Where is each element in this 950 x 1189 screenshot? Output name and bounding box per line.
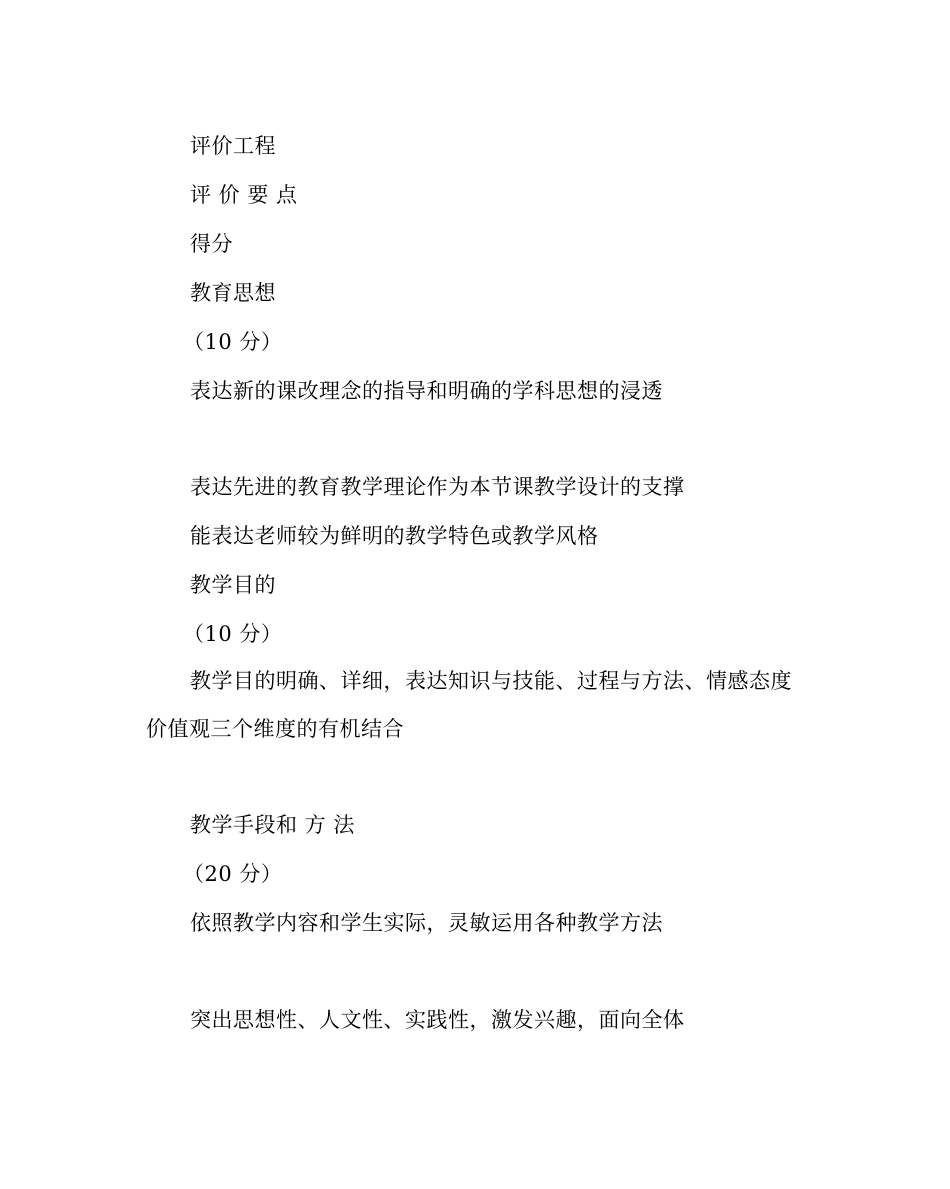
criterion-text: 能表达老师较为鲜明的教学特色或教学风格 xyxy=(190,524,599,548)
criterion-text: 突出思想性、人文性、实践性，激发兴趣，面向全体 xyxy=(190,1008,685,1032)
section-score-teaching-methods: （20 分） xyxy=(183,862,283,886)
heading-evaluation-points: 评 价 要 点 xyxy=(190,183,298,207)
section-title-education-thought: 教育思想 xyxy=(190,281,276,305)
criterion-text: 表达新的课改理念的指导和明确的学科思想的浸透 xyxy=(190,379,663,403)
criterion-text: 依照教学内容和学生实际，灵敏运用各种教学方法 xyxy=(190,911,663,935)
section-title-teaching-methods: 教学手段和 方 法 xyxy=(190,813,355,837)
heading-evaluation-item: 评价工程 xyxy=(190,134,276,158)
section-score-teaching-goal: （10 分） xyxy=(183,622,283,646)
criterion-text: 表达先进的教育教学理论作为本节课教学设计的支撑 xyxy=(190,475,685,499)
section-title-teaching-goal: 教学目的 xyxy=(190,573,276,597)
section-score-education-thought: （10 分） xyxy=(183,330,283,354)
criterion-text-continuation: 价值观三个维度的有机结合 xyxy=(146,717,404,741)
heading-score: 得分 xyxy=(190,232,233,256)
criterion-text: 教学目的明确、详细，表达知识与技能、过程与方法、情感态度 xyxy=(190,669,792,693)
